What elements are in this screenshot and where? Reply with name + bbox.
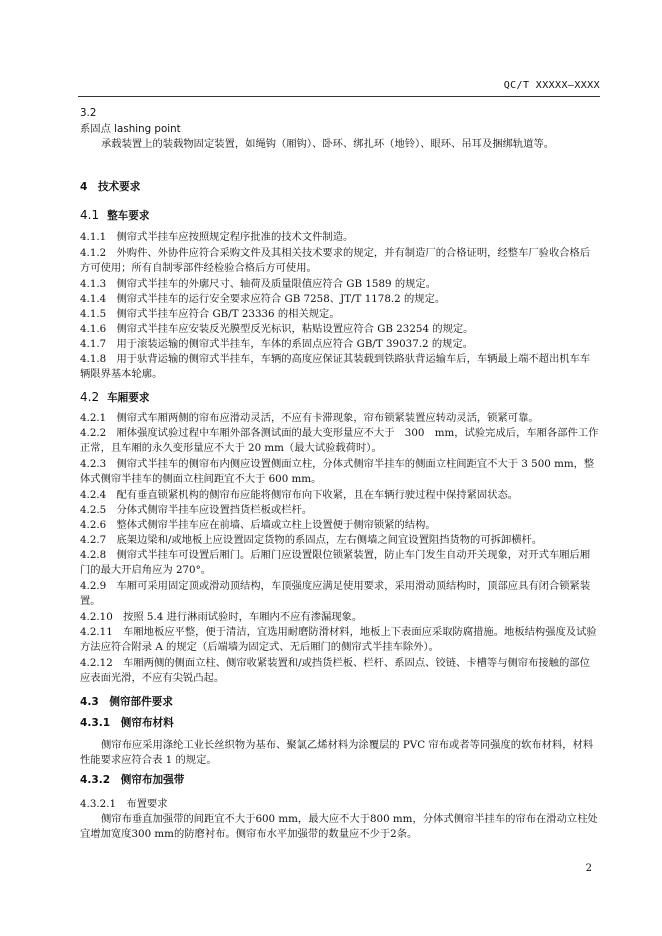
item-4-2-11: 4.2.11 车厢地板应平整，便于清洁，宜选用耐磨防滑材料，地板上下表面应采取防腐措施。地板结构强度及试验方法应符合附录 A 的规定（后端墙为固定式、无后厢门的侧帘式半挂车除外）。 (80, 626, 597, 654)
item-4-1-4: 4.1.4 侧帘式半挂车的运行安全要求应符合 GB 7258、JT/T 1178.2 的规定。 (80, 293, 446, 305)
section-3-2-term: 系固点 lashing point (80, 123, 181, 135)
item-4-1-6: 4.1.6 侧帘式半挂车应安装反光膜型反光标识，粘贴设置应符合 GB 23254 的规定。 (80, 323, 474, 335)
section-4-3-heading: 4.3 侧帘部件要求 (80, 696, 173, 708)
item-4-2-1: 4.2.1 侧帘式车厢两侧的帘布应滑动灵活，不应有卡滞现象，帘布锁紧装置应转动灵活，锁紧可靠。 (80, 412, 539, 424)
item-4-2-3: 4.2.3 侧帘式半挂车的侧帘布内侧应设置侧面立柱，分体式侧帘半挂车的侧面立柱间距宜不大于 3 500 mm，整体式侧帘半挂车的侧面立柱间距宜不大于 600 mm。 (80, 458, 595, 486)
section-4-1-heading (80, 208, 600, 224)
section-4-3-2-1-text: 侧帘布垂直加强带的间距宜不大于600 mm，最大应不大于800 mm，分体式侧帘半挂车的帘布在滑动立柱处宜增加宽度300 mm的防磨衬布。侧帘布水平加强带的数量应不少于2条。 (80, 813, 598, 841)
header-rule (78, 96, 600, 97)
item-4-2-5: 4.2.5 分体式侧帘半挂车应设置挡货栏板或栏杆。 (80, 504, 313, 516)
item-4-1-5: 4.1.5 侧帘式半挂车应符合 GB/T 23336 的相关规定。 (80, 308, 340, 320)
page-number: 2 (585, 863, 592, 874)
section-4-1-number: 4.1 (80, 208, 100, 222)
section-4-2-title: 车厢要求 (107, 392, 150, 404)
section-4-3-2-heading: 4.3.2 侧帘布加强带 (80, 774, 185, 786)
item-4-2-8: 4.2.8 侧帘式半挂车可设置后厢门。后厢门应设置限位锁紧装置，防止车门发生自动开关现象，对开式车厢后厢门的最大开启角应为 270°。 (80, 549, 591, 577)
item-4-2-10: 4.2.10 按照 5.4 进行淋雨试验时，车厢内不应有渗漏现象。 (80, 611, 363, 623)
item-4-1-3: 4.1.3 侧帘式半挂车的外廓尺寸、轴荷及质量限值应符合 GB 1589 的规定。 (80, 278, 437, 290)
section-4-1-title: 整车要求 (107, 210, 150, 222)
item-4-2-7: 4.2.7 底架边梁和/或地板上应设置固定货物的系固点，左右侧墙之间宜设置阻挡货物的可拆卸横杆。 (80, 534, 543, 546)
section-4-heading: 4 技术要求 (80, 181, 141, 193)
item-4-1-2: 4.1.2 外购件、外协件应符合采购文件及其相关技术要求的规定，并有制造厂的合格证明，经整车厂验收合格后方可使用；所有自制零部件经检验合格后方可使用。 (80, 247, 591, 275)
item-4-2-9: 4.2.9 车厢可采用固定顶或滑动顶结构，车顶强度应满足使用要求，采用滑动顶结构时，顶部应具有闭合锁紧装置。 (80, 580, 591, 608)
document-code: QC/T XXXXX—XXXX (503, 80, 600, 91)
section-4-3-2-1-heading: 4.3.2.1 布置要求 (80, 798, 168, 810)
section-4-3-1-text: 侧帘布应采用涤纶工业长丝织物为基布、聚氯乙烯材料为涂覆层的 PVC 帘布或者等同强度的软布材料，材料性能要求应符合表 1 的规定。 (80, 739, 594, 767)
item-4-1-7: 4.1.7 用于滚装运输的侧帘式半挂车，车体的系固点应符合 GB/T 39037.2 的规定。 (80, 338, 474, 350)
item-4-2-12: 4.2.12 车厢两侧的侧面立柱、侧帘收紧装置和/或挡货栏板、栏杆、系固点、铰链、卡槽等与侧帘布接触的部位应表面光滑，不应有尖锐凸起。 (80, 657, 590, 685)
section-4-3-1-heading: 4.3.1 侧帘布材料 (80, 717, 174, 729)
section-4-2-heading (80, 390, 600, 406)
section-4-2-number: 4.2 (80, 390, 100, 404)
item-4-2-2: 4.2.2 厢体强度试验过程中车厢外部各测试面的最大变形量应不大于 300 mm，试验完成后，车厢各部件工作正常，且车厢的永久变形量应不大于 20 mm（最大试验载荷时）。 (80, 427, 599, 455)
item-4-2-6: 4.2.6 整体式侧帘半挂车应在前墙、后墙或立柱上设置便于侧帘锁紧的结构。 (80, 519, 436, 531)
item-4-1-1: 4.1.1 侧帘式半挂车应按照规定程序批准的技术文件制造。 (80, 231, 354, 243)
item-4-1-8: 4.1.8 用于驮背运输的侧帘式半挂车，车辆的高度应保证其装载到铁路驮背运输车后，车辆最上端不超出机车车辆限界基本轮廓。 (80, 353, 591, 381)
section-3-2-definition: 承载装置上的装载物固定装置，如绳钩（厢钩）、卧环、绑扎环（地铃）、眼环、吊耳及捆绑轨道等。 (101, 138, 555, 150)
item-4-2-4: 4.2.4 配有垂直锁紧机构的侧帘布应能将侧帘布向下收紧，且在车辆行驶过程中保持紧固状态。 (80, 489, 519, 501)
section-3-2-number: 3.2 (80, 107, 97, 119)
